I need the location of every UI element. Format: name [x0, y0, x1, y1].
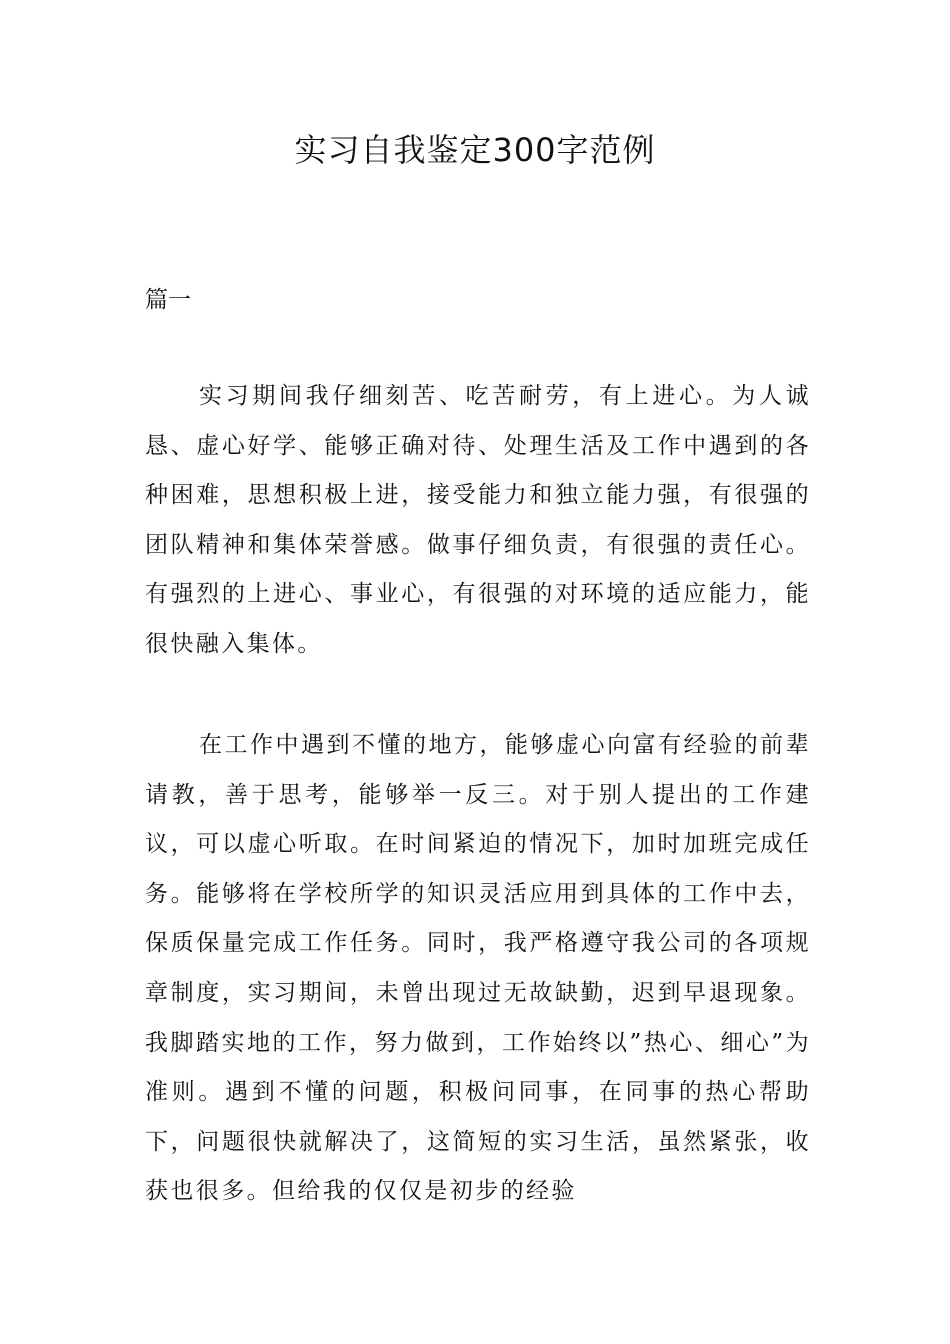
- section-label: 篇一: [145, 287, 191, 313]
- page-title: 实习自我鉴定300字范例: [294, 131, 656, 169]
- paragraph-2: 在工作中遇到不懂的地方，能够虚心向富有经验的前辈请教，善于思考，能够举一反三。对于别人提出的工作建议，可以虚心听取。在时间紧迫的情况下，加时加班完成任务。能够将在学校所学的知识灵活应用到具体的工作中去，保质保量完成工作任务。同时，我严格遵守我公司的各项规章制度，实习期间，未曾出现过无故缺勤，迟到早退现象。我脚踏实地的工作，努力做到，工作始终以”热心、细心”为准则。遇到不懂的问题，积极问同事，在同事的热心帮助下，问题很快就解决了，这简短的实习生活，虽然紧张，收获也很多。但给我的仅仅是初步的经验: [145, 732, 811, 1205]
- paragraph-1: 实习期间我仔细刻苦、吃苦耐劳，有上进心。为人诚恳、虚心好学、能够正确对待、处理生活及工作中遇到的各种困难，思想积极上进，接受能力和独立能力强，有很强的团队精神和集体荣誉感。做事仔细负责，有很强的责任心。有强烈的上进心、事业心，有很强的对环境的适应能力，能很快融入集体。: [145, 383, 811, 657]
